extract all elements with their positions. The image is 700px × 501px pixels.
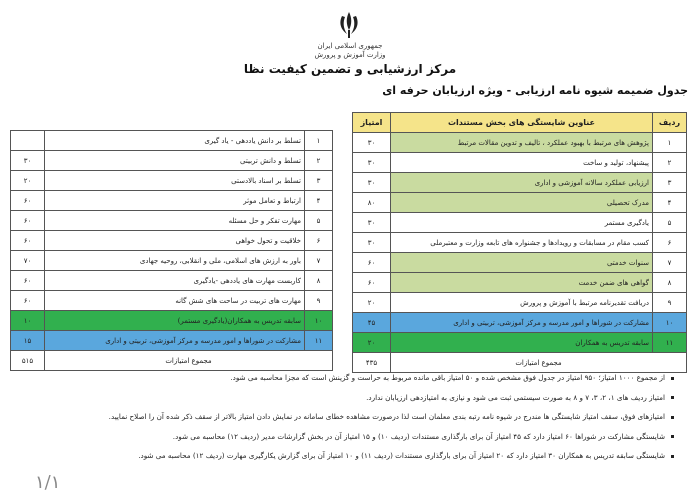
bullet-icon (671, 455, 674, 458)
row-title: مشارکت در شوراها و امور مدرسه و مرکز آموزشی، تربیتی و اداری (391, 313, 653, 333)
row-title: یادگیری مستمر (391, 213, 653, 233)
bullet-icon (671, 416, 674, 419)
bullet-icon (671, 396, 674, 399)
table-row (11, 171, 333, 191)
row-title: سنوات خدمتی (391, 253, 653, 273)
row-number: ۹ (305, 291, 333, 311)
row-number: ۹ (653, 293, 687, 313)
row-title: باور به ارزش های اسلامی، ملی و انقلابی، روحیه جهادی (45, 251, 305, 271)
row-number: ۶ (305, 231, 333, 251)
total-value: ۵۱۵ (11, 351, 45, 371)
note-text: امتیازهای فوق، سقف امتیاز شایستگی ها مندرج در شیوه نامه رتبه بندی معلمان است لذا درصورت مشاهده خطای سامانه در نمایش دادن امتیاز بالاتر از سقف ذکر شده آن را اصلاح نمایید. (108, 412, 665, 421)
row-score: ۳۰ (353, 173, 391, 193)
table-row (11, 271, 333, 291)
row-title: تسلط و دانش تربیتی (45, 151, 305, 171)
row-title: دریافت تقدیرنامه مرتبط با آموزش و پرورش (391, 293, 653, 313)
table-row (11, 131, 333, 151)
row-title: مدرک تحصیلی (391, 193, 653, 213)
row-score: ۸۰ (353, 193, 391, 213)
row-number: ۸ (305, 271, 333, 291)
row-title: سابقه تدریس به همکاران (391, 333, 653, 353)
row-score (11, 131, 45, 151)
note-text: امتیاز ردیف های ۱، ۲، ۳، ۷ و ۸ به صورت سیستمی ثبت می شود و نیازی به امتیازدهی ارزیابان ندارد. (366, 392, 665, 402)
table-row (353, 213, 687, 233)
row-title: کاربست مهارت های یاددهی -یادگیری (45, 271, 305, 291)
row-number: ۴ (305, 191, 333, 211)
row-score: ۷۰ (11, 251, 45, 271)
table-row (11, 151, 333, 171)
table-row (353, 193, 687, 213)
ministry-name: جمهوری اسلامی ایران وزارت آموزش و پرورش (314, 42, 386, 59)
row-number: ۷ (653, 253, 687, 273)
row-title: مهارت تفکر و حل مسئله (45, 211, 305, 231)
table-row (11, 311, 333, 331)
row-score: ۳۰ (353, 133, 391, 153)
documents-competency-table (352, 112, 687, 373)
row-title: کسب مقام در مسابقات و رویدادها و جشنواره های تابعه وزارت و معتبرملی (391, 233, 653, 253)
row-number: ۲ (305, 151, 333, 171)
row-number: ۱۱ (305, 331, 333, 351)
row-score: ۲۰ (353, 293, 391, 313)
bullet-icon (671, 435, 674, 438)
row-number: ۴ (653, 193, 687, 213)
note-item (74, 368, 674, 388)
row-score: ۶۰ (11, 231, 45, 251)
table-row (353, 253, 687, 273)
row-number: ۲ (653, 153, 687, 173)
total-label: مجموع امتیازات (391, 353, 687, 373)
row-title: مهارت های تربیت در ساحت های شش گانه (45, 291, 305, 311)
row-number: ۶ (653, 233, 687, 253)
row-score: ۳۰ (353, 153, 391, 173)
note-text: شایستگی مشارکت در شوراها ۶۰ امتیاز دارد که ۴۵ امتیاز آن برای بارگذاری مستندات (ردیف ۱۰) و ۱۵ امتیاز آن در بخش گزارشات مدیر (ردیف ۱۲) محاسبه می شود. (172, 431, 665, 441)
row-title: ارتباط و تعامل موثر (45, 191, 305, 211)
row-score: ۳۰ (353, 213, 391, 233)
row-number: ۱۰ (305, 311, 333, 331)
header-title: عناوین شایستگی های بخش مستندات (391, 113, 653, 133)
table-row (11, 211, 333, 231)
page-number: ۱/۱ (35, 472, 61, 493)
table-row (11, 291, 333, 311)
note-item (74, 388, 674, 408)
table-row (11, 191, 333, 211)
row-score: ۶۰ (11, 191, 45, 211)
row-title: سابقه تدریس به همکاران(یادگیری مستمر) (45, 311, 305, 331)
note-item (74, 407, 674, 427)
notes-list (74, 368, 674, 466)
table-row (11, 331, 333, 351)
iran-emblem-icon (337, 10, 361, 40)
row-number: ۱۱ (653, 333, 687, 353)
note-item (74, 446, 674, 466)
row-score: ۳۰ (11, 151, 45, 171)
row-score: ۱۰ (11, 311, 45, 331)
table-row (353, 333, 687, 353)
center-title: مرکز ارزشیابی و تضمین کیفیت نظا (243, 62, 457, 76)
table-row (353, 293, 687, 313)
row-score: ۶۰ (353, 273, 391, 293)
row-title: پیشنهاد، تولید و ساخت (391, 153, 653, 173)
table-row (353, 173, 687, 193)
note-text: شایستگی سابقه تدریس به همکاران ۳۰ امتیاز دارد که ۲۰ امتیاز آن برای بارگذاری مستندات (ردیف ۱۱) و ۱۰ امتیاز آن برای گزارش یکارگیری مهارت (ردیف ۱۲) محاسبه می شود. (138, 451, 665, 460)
row-score: ۴۵ (353, 313, 391, 333)
row-score: ۲۰ (11, 171, 45, 191)
row-score: ۶۰ (11, 291, 45, 311)
row-number: ۱ (305, 131, 333, 151)
table-header-row (353, 113, 687, 133)
row-title: مشارکت در شوراها و امور مدرسه و مرکز آموزشی، تربیتی و اداری (45, 331, 305, 351)
row-number: ۸ (653, 273, 687, 293)
row-title: گواهی های ضمن خدمت (391, 273, 653, 293)
row-number: ۱۰ (653, 313, 687, 333)
row-score: ۱۵ (11, 331, 45, 351)
row-title: ارزیابی عملکرد سالانه آموزشی و اداری (391, 173, 653, 193)
table-row (11, 251, 333, 271)
row-score: ۶۰ (353, 253, 391, 273)
row-number: ۵ (305, 211, 333, 231)
row-number: ۳ (305, 171, 333, 191)
row-title: تسلط بر اسناد بالادستی (45, 171, 305, 191)
table-row (11, 231, 333, 251)
bullet-icon (671, 377, 674, 380)
row-number: ۱ (653, 133, 687, 153)
page-subtitle: جدول ضمیمه شیوه نامه ارزیابی - ویژه ارزیابان حرفه ای (382, 84, 688, 97)
note-text: از مجموع ۱۰۰۰ امتیاز؛ ۹۵۰ امتیاز در جدول فوق مشخص شده و ۵۰ امتیاز باقی مانده مربوط به حراست و گزینش است که مجزا محاسبه می شود. (230, 373, 665, 382)
total-label: مجموع امتیازات (45, 351, 333, 371)
row-number: ۵ (653, 213, 687, 233)
header-row: ردیف (653, 113, 687, 133)
row-score: ۶۰ (11, 211, 45, 231)
note-item (74, 427, 674, 447)
row-score: ۶۰ (11, 271, 45, 291)
table-row (353, 273, 687, 293)
row-number: ۳ (653, 173, 687, 193)
header-score: امتیاز (353, 113, 391, 133)
manager-report-competency-table (10, 130, 333, 371)
row-score: ۳۰ (353, 233, 391, 253)
table-row (353, 133, 687, 153)
row-number: ۷ (305, 251, 333, 271)
row-title: خلاقیت و تحول خواهی (45, 231, 305, 251)
table-row (353, 153, 687, 173)
row-title: تسلط بر دانش یاددهی - یاد گیری (45, 131, 305, 151)
row-score: ۲۰ (353, 333, 391, 353)
total-value: ۴۳۵ (353, 353, 391, 373)
row-title: پژوهش های مرتبط با بهبود عملکرد ، تالیف و تدوین مقالات مرتبط (391, 133, 653, 153)
table-row (353, 233, 687, 253)
table-row (353, 313, 687, 333)
